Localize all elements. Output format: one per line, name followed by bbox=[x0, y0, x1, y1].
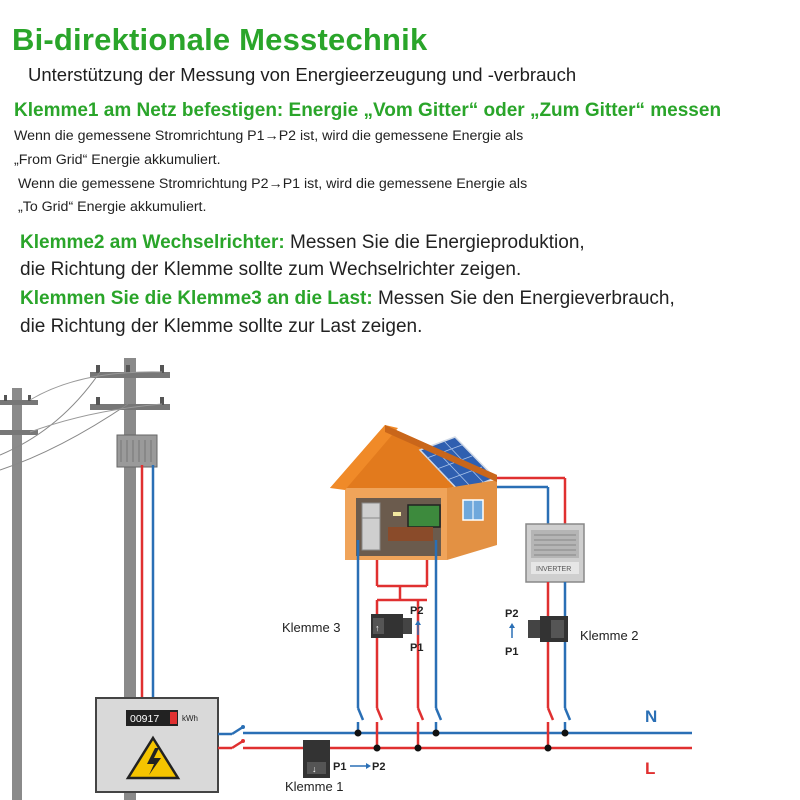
svg-text:↓: ↓ bbox=[312, 764, 317, 774]
klemme3-label: Klemme 3 bbox=[282, 620, 341, 635]
meter-unit: kWh bbox=[182, 714, 198, 723]
clamp1-heading: Klemme1 am Netz befestigen: Energie „Vom Gitter“ oder „Zum Gitter“ messen bbox=[14, 100, 722, 121]
klemme2-label: Klemme 2 bbox=[580, 628, 639, 643]
energy-meter bbox=[96, 698, 218, 792]
inverter-breakers bbox=[545, 692, 571, 752]
klemme1-p1-label: P1 bbox=[333, 761, 347, 773]
klemme3-clamp bbox=[371, 614, 412, 638]
clamp1-text-line2: „From Grid“ Energie akkumuliert. bbox=[14, 152, 221, 168]
klemme2-p2-label: P2 bbox=[505, 608, 519, 620]
inverter-label: INVERTER bbox=[536, 566, 572, 573]
neutral-label: N bbox=[645, 707, 658, 726]
clamp3-paragraph bbox=[20, 288, 675, 310]
clamp2-paragraph bbox=[20, 232, 585, 254]
clamp1-text-line1: Wenn die gemessene Stromrichtung P1→P2 ist, wird die gemessene Energie als bbox=[14, 128, 524, 144]
page-title: Bi-direktionale Messtechnik bbox=[12, 22, 428, 57]
inverter bbox=[526, 524, 584, 582]
klemme2-p1-label: P1 bbox=[505, 646, 519, 658]
live-label: L bbox=[645, 759, 656, 778]
clamp3-text1: Messen Sie den Energieverbrauch, bbox=[372, 288, 675, 309]
klemme1-label: Klemme 1 bbox=[285, 779, 344, 794]
klemme1-clamp bbox=[303, 740, 330, 778]
klemme3-p1-label: P1 bbox=[410, 642, 424, 654]
svg-text:↑: ↑ bbox=[375, 623, 380, 633]
klemme3-p2-label: P2 bbox=[410, 605, 424, 617]
clamp3-heading: Klemmen Sie die Klemme3 an die Last: bbox=[20, 288, 373, 309]
load-breakers bbox=[355, 692, 442, 752]
clamp2-text1: Messen Sie die Energieproduktion, bbox=[284, 232, 585, 253]
clamp3-text2: die Richtung der Klemme sollte zur Last zeigen. bbox=[20, 316, 423, 337]
house bbox=[330, 425, 497, 560]
klemme2-clamp bbox=[528, 616, 568, 642]
clamp1-text-line4: „To Grid“ Energie akkumuliert. bbox=[18, 199, 207, 215]
clamp2-text2: die Richtung der Klemme sollte zum Wechselrichter zeigen. bbox=[20, 259, 522, 280]
page-subtitle: Unterstützung der Messung von Energieerzeugung und -verbrauch bbox=[28, 64, 577, 85]
clamp1-text-line3: Wenn die gemessene Stromrichtung P2→P1 ist, wird die gemessene Energie als bbox=[18, 176, 528, 192]
clamp2-heading: Klemme2 am Wechselrichter: bbox=[20, 232, 285, 253]
meter-reading: 00917 bbox=[130, 713, 160, 725]
klemme1-p2-label: P2 bbox=[372, 761, 386, 773]
wiring-diagram bbox=[0, 340, 800, 800]
